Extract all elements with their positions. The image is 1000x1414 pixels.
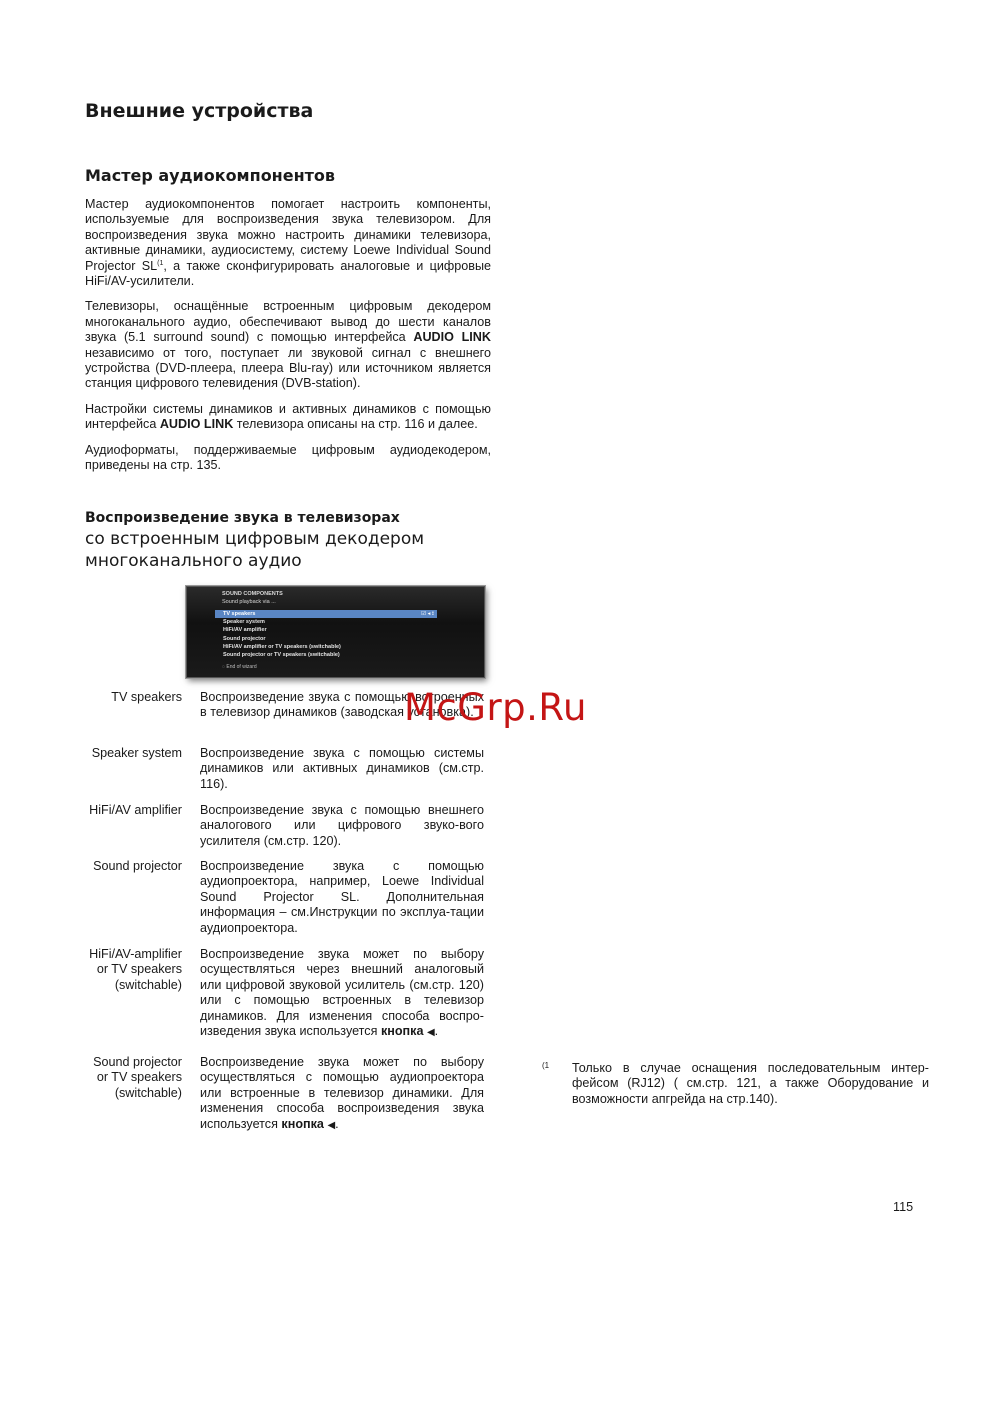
menu-item[interactable]: Speaker system bbox=[223, 619, 265, 626]
tv-menu-screenshot bbox=[186, 586, 485, 678]
footnote-text: Только в случае оснащения последовательным интер-фейсом (RJ12) ( см.стр. 121, а также Оборудование и возможности апгрейда на стр.140). bbox=[572, 1061, 929, 1106]
page-number: 115 bbox=[893, 1200, 914, 1214]
speaker-icon: ◀ bbox=[426, 1027, 435, 1039]
definition-desc: Воспроизведение звука с помощью встроенных в телевизор динамиков (заводская установка). bbox=[200, 690, 484, 720]
menu-title: SOUND COMPONENTS bbox=[222, 591, 283, 597]
definition-term: Sound projector bbox=[93, 859, 182, 873]
footnote-mark: (1 bbox=[542, 1061, 550, 1070]
menu-footer: ◌ End of wizard bbox=[222, 664, 257, 670]
speaker-icon: ◀ bbox=[327, 1119, 336, 1131]
footnote-ref: (1 bbox=[157, 259, 164, 267]
menu-item-selected[interactable]: TV speakers ☑ ◂ ⁝ bbox=[215, 610, 437, 618]
definition-desc: Воспроизведение звука с помощью внешнего аналогового или цифрового звуко-вого усилителя (см.стр. 120). bbox=[200, 803, 484, 848]
sub-title: Мастер аудиокомпонентов bbox=[85, 166, 336, 185]
definition-desc: Воспроизведение звука может по выбору осуществляться с помощью аудиопроектора или встроенные в телевизор динамики. Для изменения способа воспроизведения звука используется кнопка ◀. bbox=[200, 1055, 484, 1131]
definition-term: TV speakers bbox=[111, 690, 182, 704]
intro-text bbox=[85, 197, 491, 484]
intro-paragraph: Телевизоры, оснащённые встроенным цифровым декодером многоканального аудио, обеспечивают вывод до шести каналов звука (5.1 surround sound) с помощью интерфейса AUDIO LINK независимо от того, поступает ли звуковой сигнал с внешнего устройства (DVD-плеера, плеера Blu-ray) или источником является станция цифрового телевидения (DVB-station). bbox=[85, 299, 491, 391]
section-title: Внешние устройства bbox=[85, 100, 314, 122]
playback-heading: Воспроизведение звука в телевизорах bbox=[85, 510, 400, 526]
playback-subheading: со встроенным цифровым декодером многоканального аудио bbox=[85, 529, 425, 571]
definition-term: HiFi/AV amplifier bbox=[89, 803, 182, 817]
definition-desc: Воспроизведение звука может по выбору осуществляться через внешний аналоговый или цифровой звуковой усилитель (см.стр. 120) или с помощью встроенных в телевизор динамиков. Для изменения способа воспро-изведения звука используется кнопка ◀. bbox=[200, 947, 484, 1039]
definition-term: Speaker system bbox=[91, 746, 182, 760]
menu-list bbox=[215, 610, 437, 659]
menu-item[interactable]: Sound projector or TV speakers (switchable) bbox=[223, 652, 340, 659]
watermark: McGrp.Ru bbox=[404, 686, 587, 729]
definition-term: HiFi/AV-amplifier or TV speakers (switchable) bbox=[89, 947, 182, 992]
definition-term: Sound projector or TV speakers (switchable) bbox=[93, 1055, 182, 1100]
intro-paragraph: Мастер аудиокомпонентов помогает настроить компоненты, используемые для воспроизведения звука телевизором. Для воспроизведения звука можно настроить динамики телевизора, активные динамики, аудиосистему, систему Loewe Individual Sound Projector SL$^{(1}$, а также сконфигурировать аналоговые и цифровые HiFi/AV-усилители. bbox=[85, 197, 491, 289]
menu-item[interactable]: HiFi/AV amplifier or TV speakers (switchable) bbox=[223, 643, 341, 650]
intro-paragraph: Настройки системы динамиков и активных динамиков с помощью интерфейса AUDIO LINK телевизора описаны на стр. 116 и далее. bbox=[85, 401, 491, 432]
menu-subtitle: Sound playback via ... bbox=[222, 599, 276, 605]
menu-item-icons: ☑ ◂ ⁝ bbox=[421, 611, 434, 617]
definition-desc: Воспроизведение звука с помощью системы динамиков или активных динамиков (см.стр. 116). bbox=[200, 746, 484, 791]
menu-item[interactable]: Sound projector bbox=[223, 635, 266, 642]
intro-paragraph: Аудиоформаты, поддерживаемые цифровым аудиодекодером, приведены на стр. 135. bbox=[85, 442, 491, 473]
menu-item[interactable]: HiFi/AV amplifier bbox=[223, 627, 267, 634]
definition-desc: Воспроизведение звука с помощью аудиопроектора, например, Loewe Individual Sound Projector SL. Дополнительная информация – см.Инструкции по эксплуа-тации аудиопроектора. bbox=[200, 859, 484, 935]
